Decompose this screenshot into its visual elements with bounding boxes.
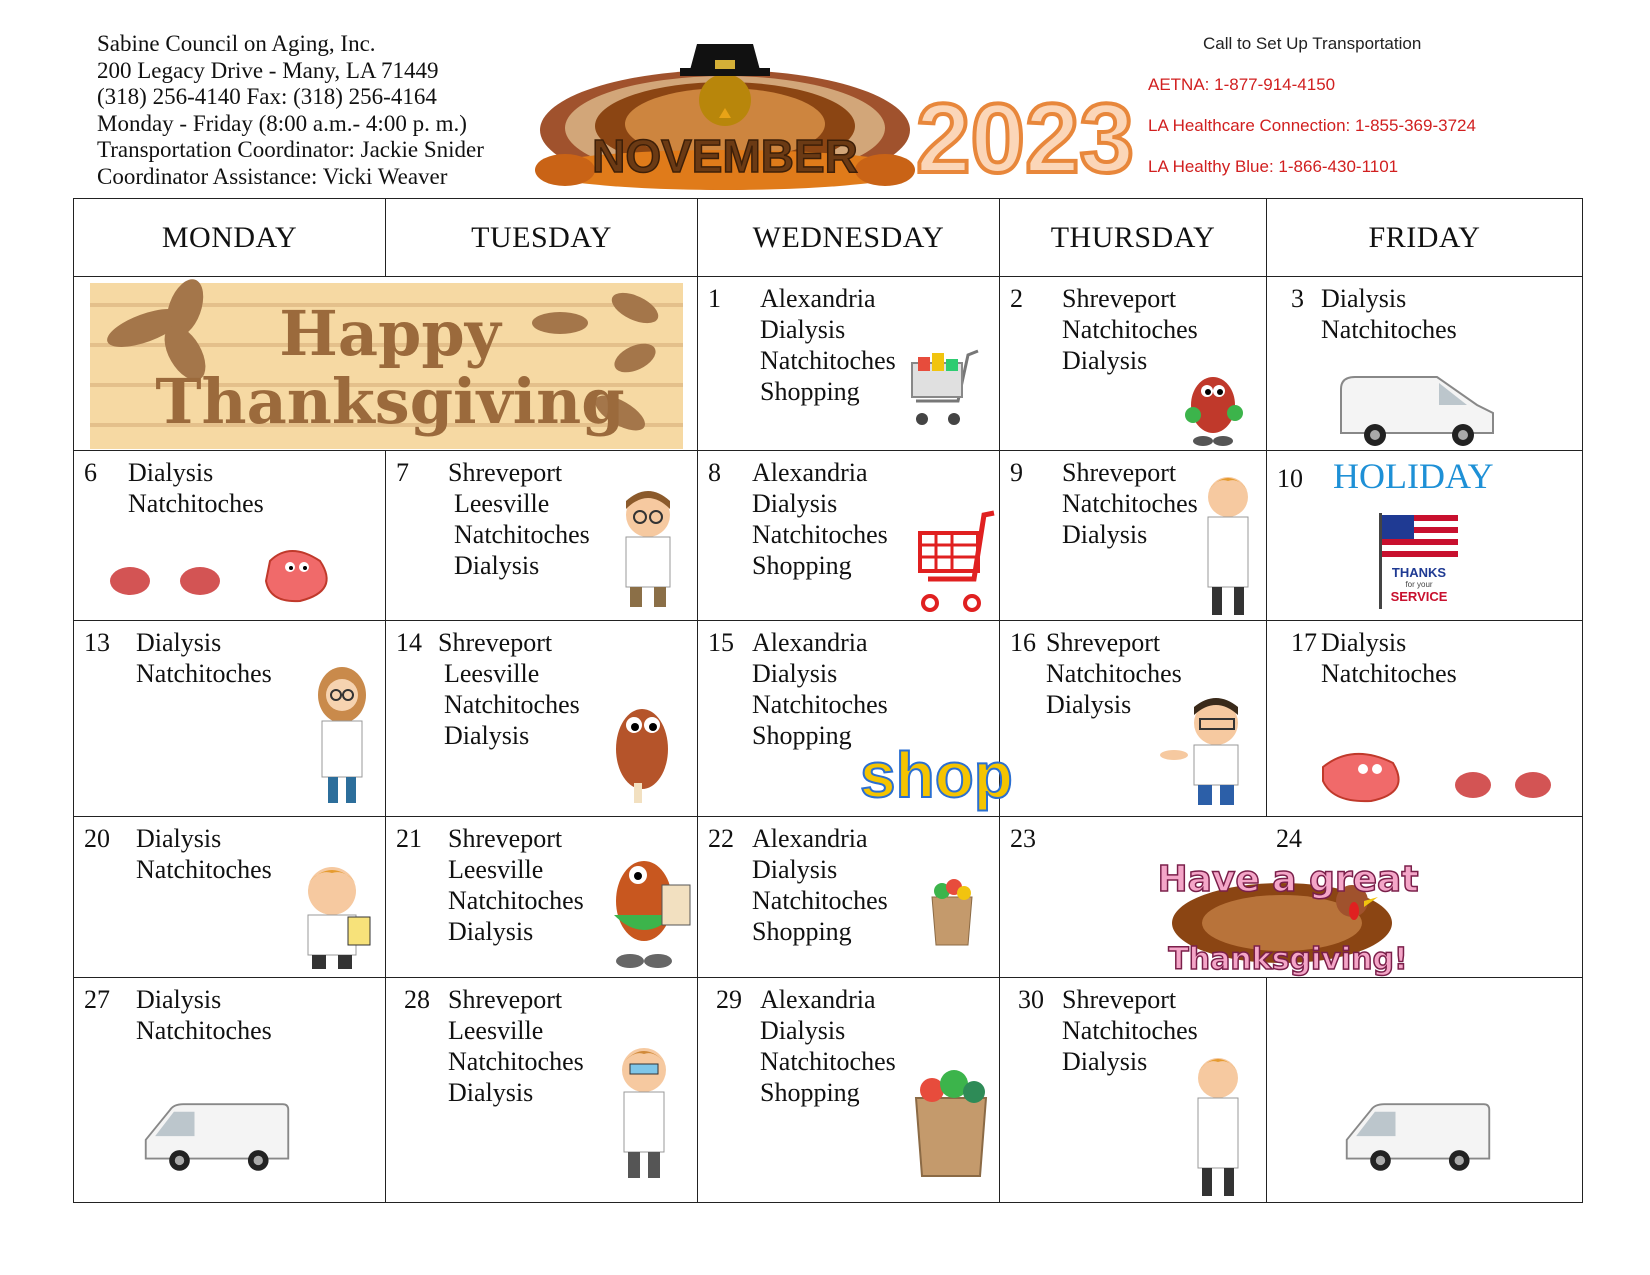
activity: Shreveport (1062, 284, 1177, 313)
thanksgiving-text: Thanksgiving (155, 365, 625, 438)
day-cell-23-24 (1000, 817, 1583, 978)
holiday-label: HOLIDAY (1333, 456, 1494, 496)
activity: Natchitoches (448, 1047, 584, 1076)
org-phone-fax: (318) 256-4140 Fax: (318) 256-4164 (97, 84, 437, 109)
day-cell-28 (386, 978, 698, 1203)
day-number: 17 (1291, 628, 1317, 657)
doctor-cartoon-icon (1158, 695, 1262, 805)
day-activities (136, 823, 272, 885)
transportation-contacts (1148, 34, 1476, 198)
phone-la-healthcare: LA Healthcare Connection: 1-855-369-3724 (1148, 116, 1476, 135)
organization-info (97, 31, 484, 190)
day-number: 3 (1291, 284, 1304, 313)
day-activities (128, 457, 264, 519)
day-activities (136, 984, 272, 1046)
day-number: 13 (84, 628, 110, 657)
calendar-grid (73, 198, 1583, 1203)
kidney-doctor-mascot-icon (608, 845, 696, 973)
day-number: 14 (396, 628, 422, 657)
day-number: 30 (1018, 985, 1044, 1014)
activity: Natchitoches (1062, 489, 1198, 518)
day-activities (136, 627, 272, 689)
day-activities (760, 984, 896, 1108)
activity: Shreveport (448, 985, 563, 1014)
doctor-cartoon-icon (608, 1042, 678, 1182)
doctor-cartoon-icon (608, 487, 688, 611)
flag-service-text: SERVICE (1390, 589, 1448, 604)
day-cell-29 (698, 978, 1000, 1203)
activity: Natchitoches (1062, 315, 1198, 344)
activity: Dialysis (1062, 520, 1148, 549)
van-icon (1343, 1094, 1493, 1180)
day-cell-15 (698, 621, 1013, 817)
header-friday: FRIDAY (1267, 199, 1583, 277)
activity: Leesville (454, 489, 550, 518)
day-cell-8 (698, 451, 1000, 621)
week-row (74, 277, 1583, 451)
activity: Alexandria (752, 458, 868, 487)
phone-aetna: AETNA: 1-877-914-4150 (1148, 75, 1336, 94)
day-number: 2 (1010, 284, 1023, 313)
van-icon (1337, 369, 1497, 451)
day-cell-20 (74, 817, 386, 978)
activity: Natchitoches (454, 520, 590, 549)
day-cell-10 (1267, 451, 1583, 621)
grocery-bag-icon (910, 1068, 992, 1178)
week-row (74, 621, 1583, 817)
day-cell-30 (1000, 978, 1267, 1203)
have-a-great-text: Have a great (1157, 859, 1419, 900)
coordinator-assistance: Coordinator Assistance: Vicki Weaver (97, 163, 448, 189)
activity: Natchitoches (752, 690, 888, 719)
shop-logo-icon (858, 739, 1013, 811)
activity: Natchitoches (136, 659, 272, 688)
activity: Dialysis (752, 489, 838, 518)
day-cell-27 (74, 978, 386, 1203)
year-2023-text (915, 80, 1135, 193)
day-number: 8 (708, 458, 721, 487)
day-activities (1062, 984, 1198, 1077)
day-cell-16 (1000, 621, 1267, 817)
happy-thanksgiving-banner (90, 283, 683, 449)
activity: Leesville (444, 659, 540, 688)
flag-thanks-text: THANKS (1391, 565, 1447, 580)
day-activities (1062, 283, 1198, 376)
activity: Dialysis (760, 1016, 846, 1045)
day-number: 24 (1276, 824, 1302, 853)
activity: Shreveport (448, 458, 563, 487)
day-activities (752, 627, 888, 751)
activity: Dialysis (444, 721, 530, 750)
activity: Alexandria (752, 628, 868, 657)
day-cell-17 (1267, 621, 1583, 817)
activity: Shopping (760, 377, 860, 406)
week-row (74, 451, 1583, 621)
kidney-mascot-icon (608, 693, 684, 803)
activity: Dialysis (752, 855, 838, 884)
week-row (74, 817, 1583, 978)
activity: Dialysis (128, 458, 214, 487)
day-activities (1321, 627, 1457, 689)
kidney-mascot-icon (1183, 365, 1243, 447)
day-cell-2 (1000, 277, 1267, 451)
org-address: 200 Legacy Drive - Many, LA 71449 (97, 57, 439, 83)
activity: Shopping (760, 1078, 860, 1107)
banner-year-text: 2023 (915, 83, 1135, 193)
shop-text: shop (860, 739, 1013, 811)
day-number: 9 (1010, 458, 1023, 487)
activity: Alexandria (760, 985, 876, 1014)
day-number: 20 (84, 824, 110, 853)
activity: Natchitoches (136, 1016, 272, 1045)
day-number: 1 (708, 284, 721, 313)
activity: Dialysis (448, 1078, 534, 1107)
day-activities (1321, 283, 1457, 345)
day-number: 16 (1010, 628, 1036, 657)
header-tuesday: TUESDAY (386, 199, 698, 277)
phone-la-healthy-blue: LA Healthy Blue: 1-866-430-1101 (1148, 157, 1399, 176)
activity: Natchitoches (752, 520, 888, 549)
activity: Natchitoches (128, 489, 264, 518)
day-number: 15 (708, 628, 734, 657)
transport-title: Call to Set Up Transportation (1203, 34, 1422, 53)
activity: Natchitoches (444, 690, 580, 719)
day-number: 22 (708, 824, 734, 853)
day-number: 10 (1277, 464, 1303, 493)
day-number: 21 (396, 824, 422, 853)
activity: Shopping (752, 551, 852, 580)
activity: Dialysis (1046, 690, 1132, 719)
activity: Dialysis (760, 315, 846, 344)
grocery-cart-icon (904, 347, 984, 431)
day-activities (760, 283, 896, 407)
flag-for-your-text: for your (1405, 580, 1433, 589)
activity: Dialysis (448, 917, 534, 946)
activity: Leesville (448, 1016, 544, 1045)
day-number: 23 (1010, 824, 1036, 853)
day-cell-22 (698, 817, 1000, 978)
activity: Shreveport (438, 628, 553, 657)
activity: Dialysis (1062, 1047, 1148, 1076)
kidney-stomach-mascots-icon (90, 531, 370, 611)
day-cell-empty (1267, 978, 1583, 1203)
day-number: 28 (404, 985, 430, 1014)
doctor-cartoon-icon (1198, 469, 1258, 619)
day-cell-14 (386, 621, 698, 817)
activity: Dialysis (136, 985, 222, 1014)
day-cell-9 (1000, 451, 1267, 621)
header-thursday: THURSDAY (1000, 199, 1267, 277)
weekday-header-row (74, 199, 1583, 277)
week-row (74, 978, 1583, 1203)
day-number: 7 (396, 458, 409, 487)
day-cell-3 (1267, 277, 1583, 451)
day-number: 29 (716, 985, 742, 1014)
day-cell-21 (386, 817, 698, 978)
activity: Leesville (448, 855, 544, 884)
activity: Dialysis (1321, 628, 1407, 657)
thanksgiving-banner-cell (74, 277, 698, 451)
activity: Natchitoches (136, 855, 272, 884)
activity: Shopping (752, 721, 852, 750)
activity: Dialysis (1321, 284, 1407, 313)
have-a-great-thanksgiving-turkey (1072, 857, 1504, 975)
activity: Shreveport (448, 824, 563, 853)
activity: Natchitoches (760, 346, 896, 375)
doctor-cartoon-icon (1188, 1050, 1248, 1200)
activity: Natchitoches (1062, 1016, 1198, 1045)
day-activities (448, 984, 584, 1108)
day-activities (752, 823, 888, 947)
day-cell-6 (74, 451, 386, 621)
happy-text: Happy (279, 297, 501, 370)
day-activities (1062, 457, 1198, 550)
header-monday: MONDAY (74, 199, 386, 277)
org-name: Sabine Council on Aging, Inc. (97, 31, 376, 56)
grocery-bag-icon (928, 877, 976, 947)
activity: Dialysis (1062, 346, 1148, 375)
activity: Natchitoches (1321, 315, 1457, 344)
day-number: 27 (84, 985, 110, 1014)
transport-coordinator: Transportation Coordinator: Jackie Snider (97, 137, 484, 162)
activity: Natchitoches (1321, 659, 1457, 688)
banner-month-text: NOVEMBER (592, 130, 858, 182)
day-activities (448, 823, 584, 947)
van-icon (142, 1094, 292, 1180)
stomach-kidney-mascots-icon (1283, 737, 1575, 809)
day-cell-7 (386, 451, 698, 621)
activity: Alexandria (760, 284, 876, 313)
activity: Dialysis (136, 824, 222, 853)
female-doctor-icon (310, 665, 374, 807)
american-flag-icon (1377, 513, 1459, 609)
doctor-cartoon-icon (296, 859, 376, 971)
day-number: 6 (84, 458, 97, 487)
day-activities (448, 457, 590, 581)
activity: Dialysis (136, 628, 222, 657)
activity: Shreveport (1062, 985, 1177, 1014)
activity: Alexandria (752, 824, 868, 853)
activity: Shreveport (1062, 458, 1177, 487)
activity: Dialysis (454, 551, 540, 580)
activity: Natchitoches (760, 1047, 896, 1076)
header-wednesday: WEDNESDAY (698, 199, 1000, 277)
org-hours: Monday - Friday (8:00 a.m.- 4:00 p. m.) (97, 110, 467, 136)
november-turkey-banner (525, 40, 920, 192)
activity: Shopping (752, 917, 852, 946)
activity: Natchitoches (752, 886, 888, 915)
great-thanksgiving-text: Thanksgiving! (1168, 942, 1408, 977)
activity: Natchitoches (1046, 659, 1182, 688)
activity: Dialysis (752, 659, 838, 688)
day-activities (752, 457, 888, 581)
shopping-cart-icon (916, 509, 998, 615)
activity: Shreveport (1046, 628, 1161, 657)
day-activities (438, 627, 580, 751)
day-cell-13 (74, 621, 386, 817)
activity: Natchitoches (448, 886, 584, 915)
day-cell-1 (698, 277, 1000, 451)
